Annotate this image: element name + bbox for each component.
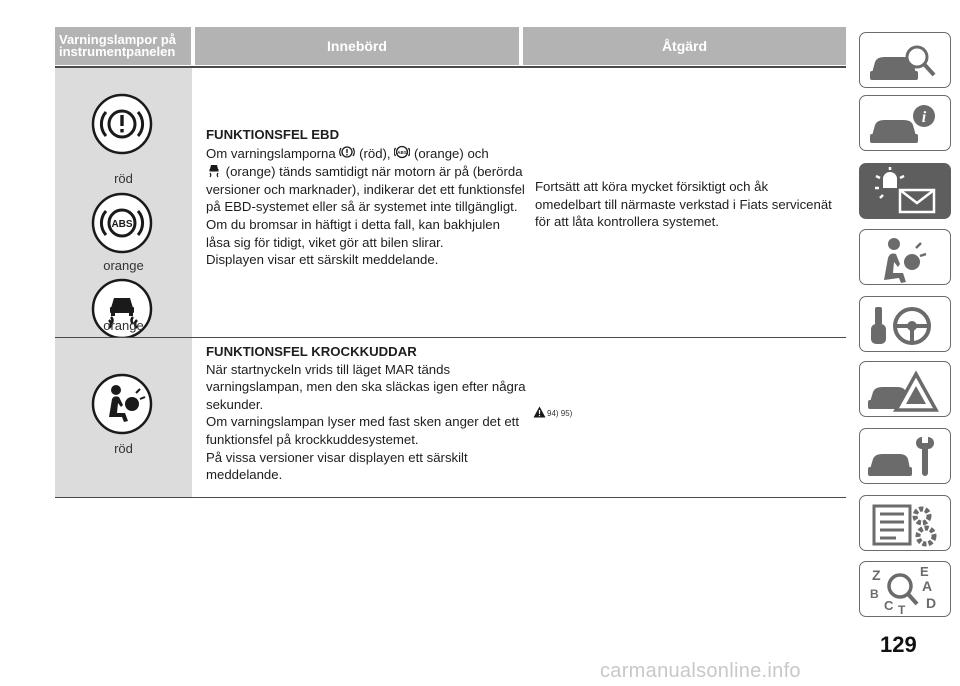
seat-airbag-icon — [860, 230, 952, 286]
car-wrench-icon — [860, 429, 952, 485]
ebd-title: FUNKTIONSFEL EBD — [206, 127, 340, 142]
lamp-column-row2 — [55, 338, 192, 497]
lamp-column-row1 — [55, 68, 192, 337]
abs-icon — [91, 192, 153, 254]
index-letter-a: A — [922, 578, 933, 594]
lamp-label-orange: orange — [103, 258, 144, 273]
header-lamps: Varningslampor på instrumentpanelen — [55, 27, 191, 65]
header-action: Åtgärd — [523, 27, 846, 65]
inline-warning-icon — [339, 144, 355, 160]
car-info-icon — [860, 96, 952, 152]
page-number: 129 — [880, 632, 917, 657]
sidebar-tab-car-search[interactable] — [859, 32, 951, 88]
sidebar-tab-car-info[interactable] — [859, 95, 951, 151]
airbag-meaning — [206, 343, 526, 484]
header-meaning: Innebörd — [195, 27, 519, 65]
airbag-title: FUNKTIONSFEL KROCKKUDDAR — [206, 344, 417, 359]
warning-light-message-icon — [860, 164, 952, 220]
car-warning-triangle-icon — [860, 362, 952, 418]
svg-text:i: i — [921, 109, 927, 126]
airbag-text-3: På vissa versioner visar displayen ett särskilt meddelande. — [206, 449, 468, 483]
airbag-text-1: När startnyckeln vrids till läget MAR tänds varningslampan, men den ska släckas igen efter några sekunder. — [206, 361, 526, 412]
car-search-icon — [860, 33, 952, 89]
warning-triangle-icon — [533, 406, 546, 418]
sidebar-tab-technical-data[interactable] — [859, 495, 951, 551]
key-steering-wheel-icon — [860, 297, 952, 353]
index-letter-d: D — [926, 595, 937, 611]
airbag-text-2: Om varningslampan lyser med fast sken anger det ett funktionsfel på krockkuddesystemet. — [206, 414, 519, 447]
ebd-action: Fortsätt att köra mycket försiktigt och åk omedelbart till närmaste verkstad i Fiats servicenät för att låta kontrollera systemet. — [535, 179, 832, 230]
ebd-description: Om varningslamporna (röd), ABS (orange) och (orange) tänds samtidigt när motorn är på (berörda versioner och marknader), indikerar det ett funktionsfel på EBD-systemet eller så är systemet inte tillgängligt. Om du bromsar in häftigt i detta fall, kan bakhjulen låsa sig för tidigt, viket gör att bilen slirar. Displayen visar ett särskilt meddelande. — [206, 145, 525, 268]
alphabetical-index-icon — [860, 562, 952, 618]
lamp-label-orange-2: orange — [103, 318, 144, 333]
inline-skid-icon — [206, 162, 222, 178]
index-letter-b: B — [870, 587, 879, 601]
airbag-icon — [91, 373, 153, 435]
sidebar-tab-maintenance[interactable] — [859, 428, 951, 484]
index-letter-c: C — [884, 598, 894, 613]
inline-abs-icon — [394, 144, 410, 160]
sidebar-tab-safety[interactable] — [859, 229, 951, 285]
index-letter-e: E — [920, 564, 929, 579]
sidebar-tab-warning-lights[interactable] — [859, 163, 951, 219]
index-letter-z: Z — [872, 567, 881, 583]
svg-text:ABS: ABS — [111, 219, 133, 230]
specs-list-gear-icon — [860, 496, 952, 552]
lamp-label-red-airbag: röd — [114, 441, 133, 456]
warning-ref-numbers: 94) 95) — [547, 409, 573, 418]
sidebar-tab-starting-driving[interactable] — [859, 296, 951, 352]
svg-text:ABS: ABS — [397, 149, 408, 155]
row-divider-2 — [55, 497, 846, 498]
ebd-meaning — [206, 126, 526, 269]
watermark: carmanualsonline.info — [600, 660, 801, 682]
warning-exclamation-icon — [91, 93, 153, 155]
lamp-label-red: röd — [114, 171, 133, 186]
sidebar-tab-emergency[interactable] — [859, 361, 951, 417]
sidebar-tab-index[interactable] — [859, 561, 951, 617]
index-letter-t: T — [898, 603, 906, 617]
